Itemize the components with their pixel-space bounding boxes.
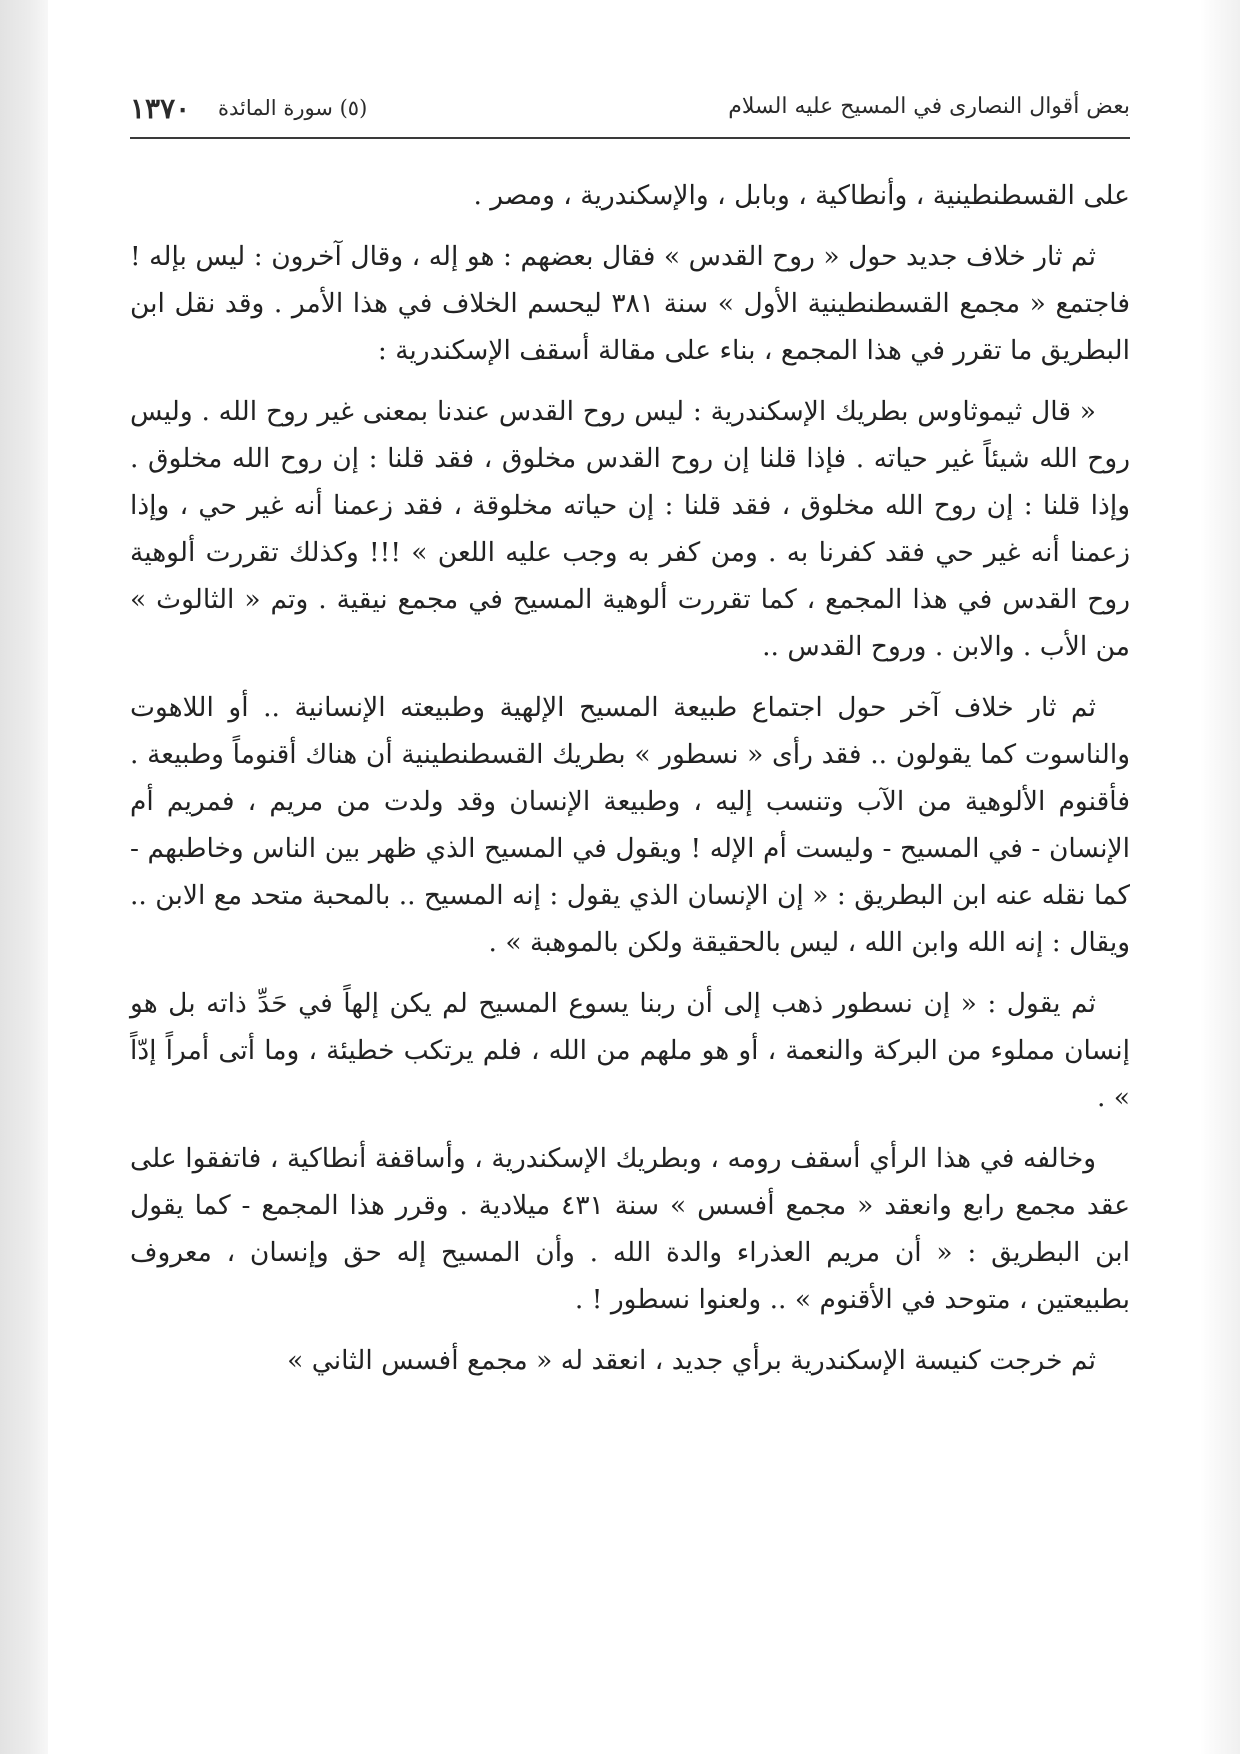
body-text [130,172,1130,1398]
binding-shadow [0,0,48,1754]
paragraph: ثم ثار خلاف آخر حول اجتماع طبيعة المسيح الإلهية وطبيعته الإنسانية .. أو اللاهوت والناسوت كما يقولون .. فقد رأى « نسطور » بطريك القسطنطينية أن هناك أقنوماً وطبيعة . فأقنوم الألوهية من الآب وتنسب إليه ، وطبيعة الإنسان وقد ولدت من مريم ، فمريم أم الإنسان - في المسيح - وليست أم الإله ! ويقول في المسيح الذي ظهر بين الناس وخاطبهم - كما نقله عنه ابن البطريق : « إن الإنسان الذي يقول : إنه المسيح .. بالمحبة متحد مع الابن .. ويقال : إنه الله وابن الله ، ليس بالحقيقة ولكن بالموهبة » . [130,692,1130,958]
paragraph: ثم يقول : « إن نسطور ذهب إلى أن ربنا يسوع المسيح لم يكن إلهاً في حَدِّ ذاته بل هو إنسان مملوء من البركة والنعمة ، أو هو ملهم من الله ، فلم يرتكب خطيئة ، وما أتى أمراً إدّاً » . [130,988,1130,1113]
page-edge-shadow [1200,0,1240,1754]
paragraph-quote: « قال ثيموثاوس بطريك الإسكندرية : ليس روح القدس عندنا بمعنى غير روح الله . وليس روح الله شيئاً غير حياته . فإذا قلنا إن روح القدس مخلوق ، فقد قلنا : إن روح الله مخلوق . وإذا قلنا : إن روح الله مخلوق ، فقد قلنا : إن حياته مخلوقة ، فقد زعمنا أنه غير حي ، وإذا زعمنا أنه غير حي فقد كفرنا به . ومن كفر به وجب عليه اللعن » !!! وكذلك تقررت ألوهية روح القدس في هذا المجمع ، كما تقررت ألوهية المسيح في مجمع نيقية . وتم « الثالوث » من الأب . والابن . وروح القدس .. [130,396,1130,662]
paragraph: على القسطنطينية ، وأنطاكية ، وبابل ، والإسكندرية ، ومصر . [473,180,1130,211]
running-header [130,92,1130,132]
section-title: بعض أقوال النصارى في المسيح عليه السلام [728,94,1130,119]
surah-label: (٥) سورة المائدة [218,96,368,120]
paragraph: وخالفه في هذا الرأي أسقف رومه ، وبطريك الإسكندرية ، وأساقفة أنطاكية ، فاتفقوا على عقد مجمع رابع وانعقد « مجمع أفسس » سنة ٤٣١ ميلادية . وقرر هذا المجمع - كما يقول ابن البطريق : « أن مريم العذراء والدة الله . وأن المسيح إله حق وإنسان ، معروف بطبيعتين ، متوحد في الأقنوم » .. ولعنوا نسطور ! . [130,1143,1131,1315]
header-rule [130,137,1130,139]
paragraph: ثم ثار خلاف جديد حول « روح القدس » فقال بعضهم : هو إله ، وقال آخرون : ليس بإله ! فاجتمع « مجمع القسطنطينية الأول » سنة ٣٨١ ليحسم الخلاف في هذا الأمر . وقد نقل ابن البطريق ما تقرر في هذا المجمع ، بناء على مقالة أسقف الإسكندرية : [130,241,1130,366]
paragraph: ثم خرجت كنيسة الإسكندرية برأي جديد ، انعقد له « مجمع أفسس الثاني » [287,1345,1096,1376]
page-number: ١٣٧٠ [130,92,191,125]
